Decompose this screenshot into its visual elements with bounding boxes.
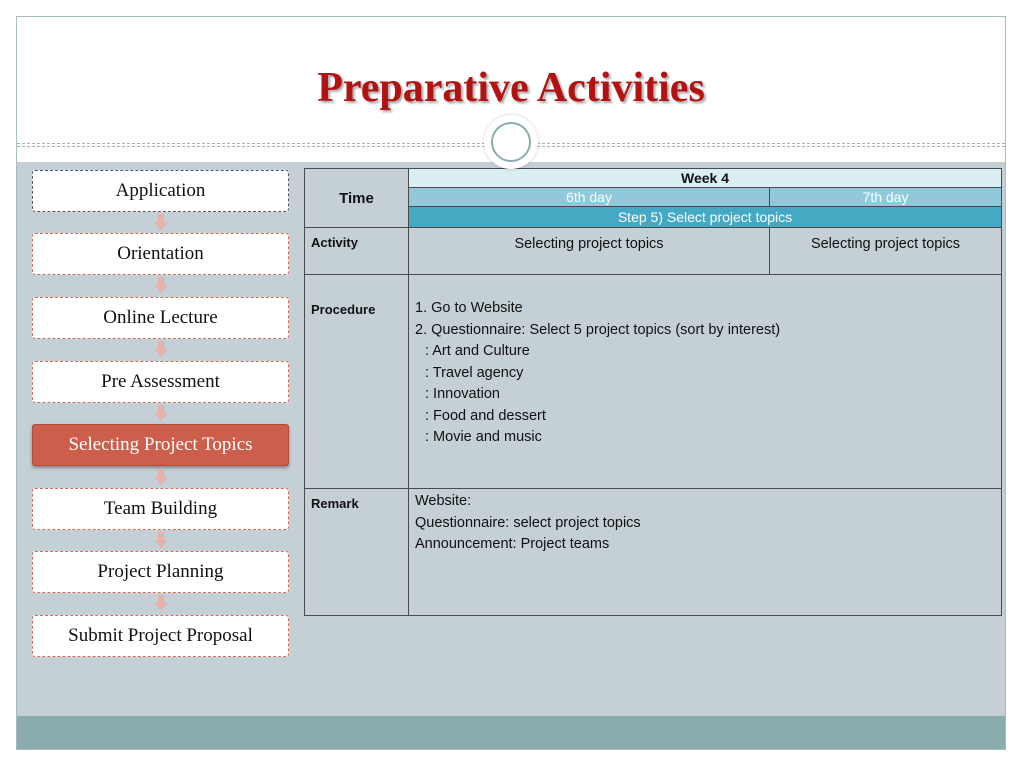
circle-ornament-icon — [484, 115, 538, 169]
step-team-building[interactable] — [32, 488, 289, 530]
step-label: Submit Project Proposal — [68, 625, 253, 646]
down-arrow-icon — [156, 405, 166, 421]
schedule-table — [304, 168, 1002, 616]
activity-day-7: Selecting project topics — [770, 228, 1002, 275]
procedure-line: : Art and Culture — [425, 343, 530, 359]
process-flow — [17, 162, 317, 718]
step-label: Team Building — [103, 498, 218, 519]
step-selecting-project-topics[interactable] — [32, 424, 289, 466]
procedure-line: 2. Questionnaire: Select 5 project topics (sort by interest) — [415, 321, 781, 338]
down-arrow-icon — [156, 532, 166, 548]
step-orientation[interactable] — [32, 233, 289, 275]
down-arrow-icon — [156, 469, 166, 485]
step-label: Orientation — [117, 243, 204, 264]
down-arrow-icon — [156, 595, 166, 611]
step-online-lecture[interactable] — [32, 297, 289, 339]
activity-day-6: Selecting project topics — [409, 228, 770, 275]
remark-line: Website: — [415, 493, 472, 509]
step-header: Step 5) Select project topics — [409, 207, 1002, 228]
step-label: Pre Assessment — [101, 371, 220, 392]
table-row — [305, 207, 1002, 228]
step-label: Online Lecture — [103, 307, 218, 328]
remark-label: Remark — [305, 489, 409, 616]
procedure-content — [409, 275, 1002, 489]
slide — [16, 16, 1006, 750]
procedure-line: : Movie and music — [425, 429, 542, 445]
time-header: Time — [305, 169, 409, 228]
page-title: Preparative Activities — [317, 65, 705, 111]
down-arrow-icon — [156, 214, 166, 230]
procedure-line: : Food and dessert — [425, 407, 546, 424]
procedure-label: Procedure — [305, 275, 409, 489]
procedure-line: : Travel agency — [425, 364, 524, 381]
remark-line: Questionnaire: select project topics — [415, 514, 641, 531]
table-row — [305, 188, 1002, 207]
step-application[interactable] — [32, 170, 289, 212]
remark-line: Announcement: Project teams — [415, 536, 610, 552]
procedure-row — [305, 275, 1002, 489]
day-6-header: 6th day — [409, 188, 770, 207]
content-area — [17, 162, 1005, 718]
step-pre-assessment[interactable] — [32, 361, 289, 403]
remark-content — [409, 489, 1002, 616]
day-7-header: 7th day — [770, 188, 1002, 207]
remark-row — [305, 489, 1002, 616]
table-row — [305, 169, 1002, 188]
down-arrow-icon — [156, 277, 166, 293]
procedure-line: 1. Go to Website — [415, 300, 523, 316]
step-label: Application — [115, 180, 206, 201]
activity-label: Activity — [305, 228, 409, 275]
procedure-line: : Innovation — [425, 386, 500, 402]
step-submit-project-proposal[interactable] — [32, 615, 289, 657]
activity-row — [305, 228, 1002, 275]
step-label: Project Planning — [97, 561, 224, 582]
step-project-planning[interactable] — [32, 551, 289, 593]
week-header: Week 4 — [409, 169, 1002, 188]
footer-bar — [17, 716, 1005, 750]
down-arrow-icon — [156, 341, 166, 357]
step-label: Selecting Project Topics — [68, 434, 253, 455]
